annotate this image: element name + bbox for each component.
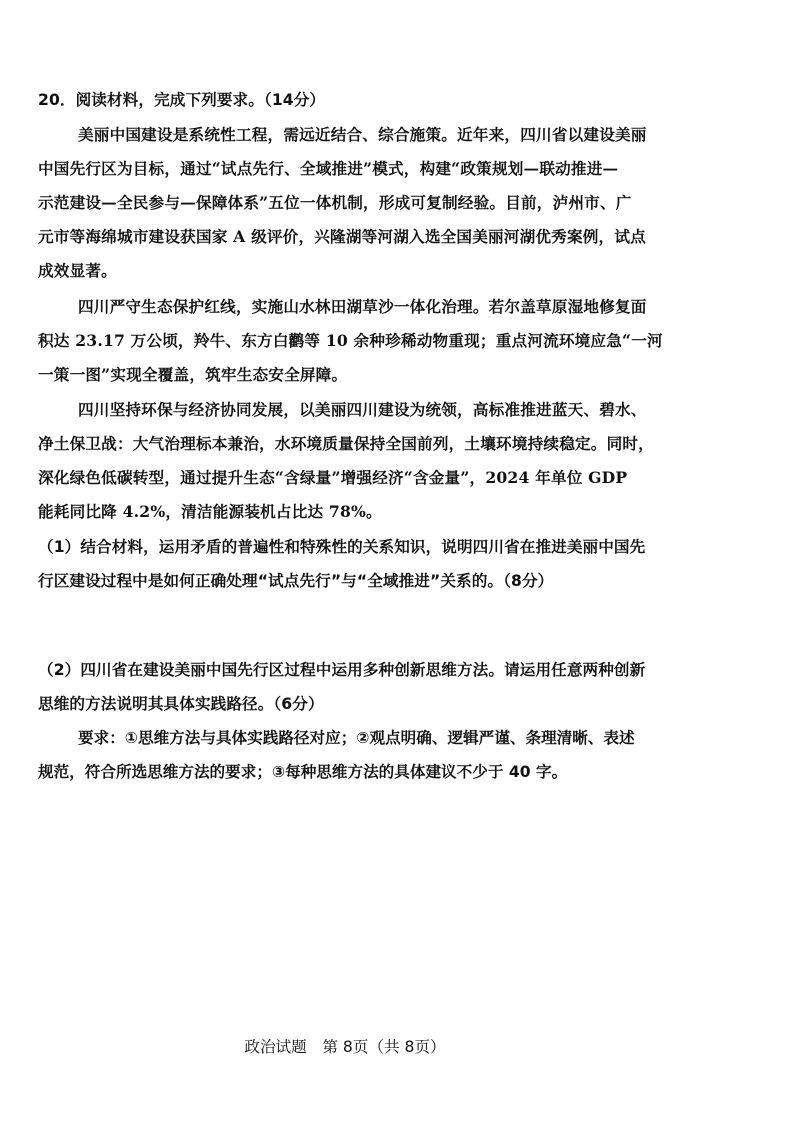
material-line: 美丽中国建设是系统性工程，需远近结合、综合施策。近年来，四川省以建设美丽 — [78, 125, 647, 144]
material-line: 元市等海绵城市建设获国家 A 级评价，兴隆湖等河湖入选全国美丽河湖优秀案例，试点 — [38, 227, 646, 246]
sub-question-1-line: 行区建设过程中是如何正确处理“试点先行”与“全域推进”关系的。（8分） — [38, 572, 554, 590]
material-line: 四川坚持环保与经济协同发展，以美丽四川建设为统领，高标准推进蓝天、碧水、 — [78, 400, 647, 419]
sub-question-2-line: （2）四川省在建设美丽中国先行区过程中运用多种创新思维方法。请运用任意两种创新 — [38, 661, 646, 679]
material-line: 能耗同比降 4.2%，清洁能源装机占比达 78%。 — [38, 502, 382, 521]
material-line: 示范建设—全民参与—保障体系”五位一体机制，形成可复制经验。目前，泸州市、广 — [38, 193, 632, 212]
material-line: 深化绿色低碳转型，通过提升生态“含绿量”增强经济“含金量”，2024 年单位 GDP — [38, 468, 628, 487]
material-line: 一策一图”实现全覆盖，筑牢生态安全屏障。 — [38, 365, 348, 384]
question-header: 20．阅读材料，完成下列要求。（14分） — [38, 91, 326, 109]
answer-space-1 — [38, 600, 738, 640]
requirement-line: 要求：①思维方法与具体实践路径对应；②观点明确、逻辑严谨、条理清晰、表述 — [78, 729, 635, 747]
material-line: 成效显著。 — [38, 261, 117, 280]
requirement-line: 规范，符合所选思维方法的要求；③每种思维方法的具体建议不少于 40 字。 — [38, 763, 568, 781]
material-line: 中国先行区为目标，通过“试点先行、全域推进”模式，构建“政策规划—联动推进— — [38, 159, 619, 178]
material-line: 积达 23.17 万公顷，羚牛、东方白鹳等 10 余种珍稀动物重现；重点河流环境应急“一河 — [38, 331, 663, 350]
sub-question-1-line: （1）结合材料，运用矛盾的普遍性和特殊性的关系知识，说明四川省在推进美丽中国先 — [38, 538, 646, 556]
material-line: 四川严守生态保护红线，实施山水林田湖草沙一体化治理。若尔盖草原湿地修复面 — [78, 297, 647, 316]
page-footer: 政治试题 第 8页（共 8页） — [244, 1038, 446, 1056]
material-line: 净土保卫战：大气治理标本兼治，水环境质量保持全国前列，土壤环境持续稳定。同时， — [38, 434, 654, 453]
sub-question-2-line: 思维的方法说明其具体实践路径。（6分） — [38, 695, 324, 713]
